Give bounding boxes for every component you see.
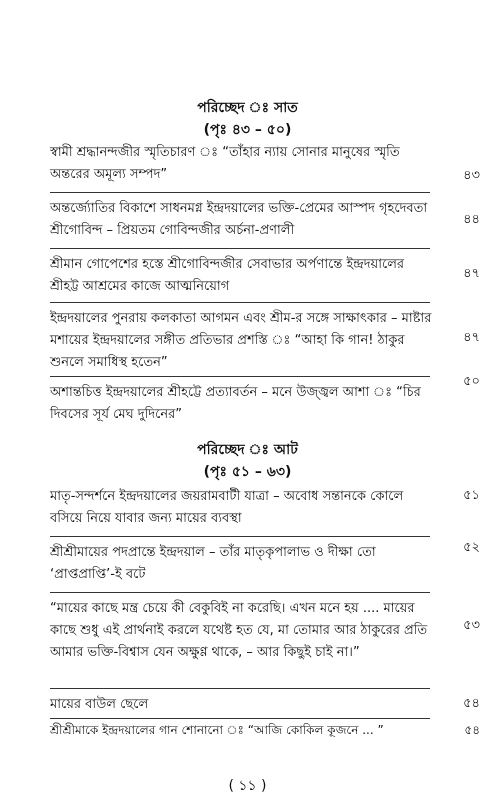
entry-divider (50, 192, 430, 193)
toc-entry-text: অন্তর্জ্যোতির বিকাশে সাধনমগ্ন ইন্দ্রদয়ালের ভক্তি-প্রেমের আস্পদ গৃহদেবতা শ্রীগোবিন্দ – প্রিয়তম গোবিন্দজীর অর্চনা-প্রণালী (50, 201, 428, 238)
entry-divider (50, 376, 430, 377)
toc-entry (50, 542, 432, 586)
toc-entry (50, 142, 432, 186)
entry-divider (50, 718, 430, 719)
toc-page-number: ৪৭ (463, 330, 480, 345)
toc-entry (50, 486, 432, 530)
toc-page-number: ৫১ (463, 488, 480, 503)
toc-entry-text: অশান্তচিত্ত ইন্দ্রদয়ালের শ্রীহট্টে প্রত্যাবর্তন – মনে উজ্জ্বল আশা ঃ “চির দিবসের সূর্য মেঘ দুদিনের” (50, 385, 421, 422)
toc-entry-text: মায়ের বাউল ছেলে (50, 697, 149, 712)
page-number-footer: ( ১১ ) (228, 778, 267, 794)
toc-page-number: ৫০ (463, 374, 480, 389)
toc-page-number: ৫৩ (463, 618, 480, 633)
toc-entry-text: স্বামী শ্রদ্ধানন্দজীর স্মৃতিচারণ ঃ “তাঁহার ন্যায় সোনার মানুষের স্মৃতি অন্তরের অমূল্য সম্পদ” (50, 145, 400, 182)
toc-entry (50, 198, 432, 242)
toc-entry (50, 598, 432, 664)
section-page-range: (পৃঃ ৫১ – ৬৩) (203, 464, 292, 480)
toc-entry-text: মাতৃ-সন্দর্শনে ইন্দ্রদয়ালের জয়রামবাটী যাত্রা – অবোধ সন্তানকে কোলে বসিয়ে নিয়ে যাবার জন্য মায়ের ব্যবস্থা (50, 489, 404, 526)
section-title: পরিচ্ছেদ ঃ সাত (197, 100, 298, 116)
toc-entry (50, 694, 432, 716)
entry-divider (50, 536, 430, 537)
entry-divider (50, 592, 430, 593)
section-title: পরিচ্ছেদ ঃ আট (197, 442, 298, 458)
toc-entry (50, 254, 432, 298)
toc-page-number: ৫২ (463, 540, 480, 555)
toc-entry-text: শ্রীশ্রীমায়ের পদপ্রান্তে ইন্দ্রদয়াল – তাঁর মাতৃকৃপালাভ ও দীক্ষা তো ‘প্রাপ্তপ্রাপ্তি’-ই বটে (50, 545, 376, 582)
toc-entry-text: শ্রীমান গোপেশের হস্তে শ্রীগোবিন্দজীর সেবাভার অর্পণান্তে ইন্দ্রদয়ালের শ্রীহট্ট আশ্রমের কাজে আত্মনিয়োগ (50, 257, 405, 294)
section-page-range: (পৃঃ ৪৩ – ৫০) (203, 122, 292, 138)
toc-entry-text: ইন্দ্রদয়ালের পুনরায় কলকাতা আগমন এবং শ্রীম-র সঙ্গে সাক্ষাৎকার – মাষ্টার মশায়ের ইন্দ্রদয়ালের সঙ্গীত প্রতিভার প্রশস্তি ঃ “আহা কি গান! ঠাকুর শুনলে সমাধিস্থ হতেন” (50, 311, 432, 370)
toc-entry (50, 382, 432, 426)
toc-entry-text: “মায়ের কাছে মন্ত্র চেয়ে কী বেকুবিই না করেছি। এখন মনে হয় .... মায়ের কাছে শুধু এই প্রার্থনাই করলে যথেষ্ট হত যে, মা তোমার আর ঠাকুরের প্রতি আমার ভক্তি-বিশ্বাস যেন অক্ষুণ্ণ থাকে, – আর কিছুই চাই না।” (50, 601, 428, 660)
toc-page-number: ৫৪ (464, 723, 480, 737)
toc-page-number: ৫৪ (463, 696, 480, 711)
toc-entry (50, 308, 432, 374)
toc-entry (50, 722, 432, 738)
toc-page-number: ৪৩ (463, 168, 480, 183)
entry-divider (50, 688, 430, 689)
toc-entry-text: শ্রীশ্রীমাকে ইন্দ্রদয়ালের গান শোনানো ঃ “আজি কোকিল কূজনে ... ” (50, 723, 384, 737)
toc-page-number: ৪৭ (463, 266, 480, 281)
entry-divider (50, 302, 430, 303)
toc-page-number: ৪৪ (463, 212, 480, 227)
entry-divider (50, 248, 430, 249)
